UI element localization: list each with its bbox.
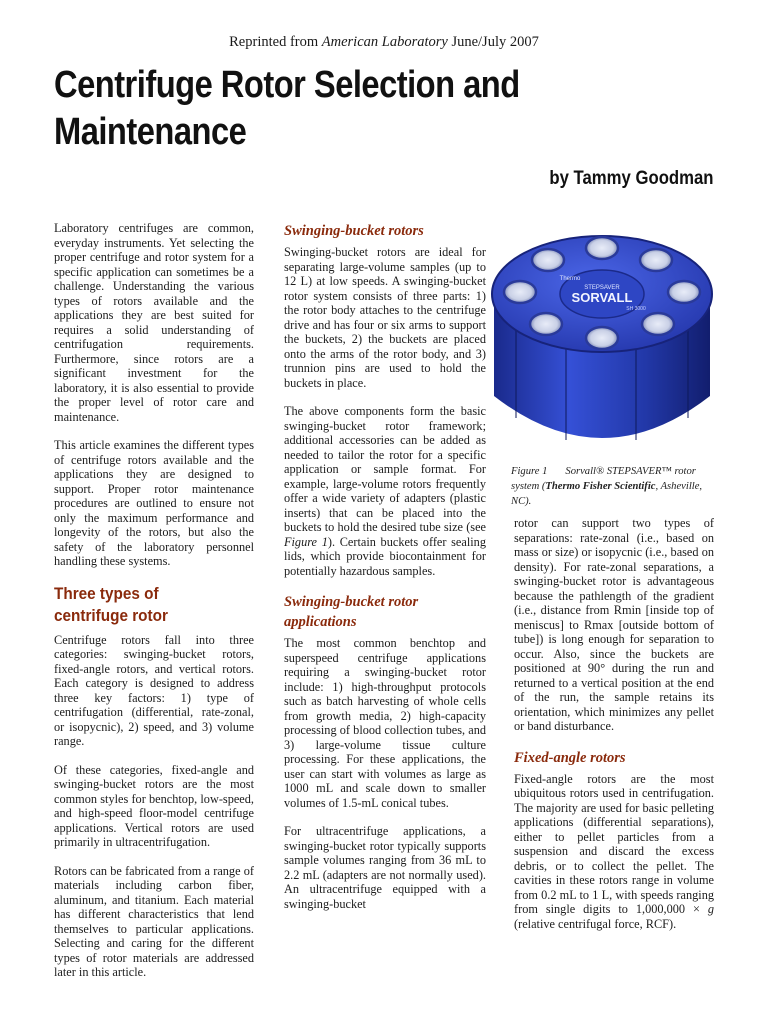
heading-line-1: Three types of bbox=[54, 583, 159, 603]
heading-line-1: Swinging-bucket rotor bbox=[284, 594, 419, 610]
article-title bbox=[54, 62, 639, 156]
types-paragraph-1: Centrifuge rotors fall into three categories: swinging-bucket rotors, fixed-angle rotors, and vertical rotors. Each category is designed to address three key factors: 1) type of centrifugation (differential, rate-zonal, or isopycnic), 2) speed, and 3) volume range. bbox=[54, 632, 254, 748]
section-heading-fixed-angle: Fixed-angle rotors bbox=[514, 749, 626, 766]
bucket-hole bbox=[532, 249, 564, 271]
figure-rotor-photo bbox=[486, 218, 718, 458]
caption-text-b: , Asheville, NC). bbox=[511, 481, 703, 507]
reprint-prefix: Reprinted from bbox=[229, 34, 319, 50]
title-line-2: Maintenance bbox=[54, 111, 247, 153]
column-3 bbox=[514, 516, 714, 945]
ultracentrifuge-paragraph: rotor can support two types of separations: rate-zonal (i.e., based on mass or size) or isopycnic (i.e., based on density). For rate-zonal separations, a swinging-bucket rotor is advantageous because the pathlength of the gradient (i.e., distance from Rmin [inside top of meniscus] to Rmax [outside bottom of tube]) is long enough for separation to occur. Also, since the buckets are positioned at 90° during the run and returned to a vertical position at the end of the run, the sample retains its orientation, which minimizes any pellet or band disturbance. bbox=[514, 516, 714, 733]
bucket-hole bbox=[642, 313, 674, 335]
caption-company: Thermo Fisher Scientific bbox=[545, 481, 656, 492]
bucket-hole bbox=[530, 313, 562, 335]
bucket-hole bbox=[504, 281, 536, 303]
types-paragraph-2: Of these categories, fixed-angle and swinging-bucket rotors are the most common styles for benchtop, low-speed, and high-speed floor-model centrifuge applications. Vertical rotors are used primarily in ultracentrifugation. bbox=[54, 762, 254, 849]
bucket-hole bbox=[640, 249, 672, 271]
section-heading-applications bbox=[284, 592, 486, 632]
caption-figure-label: Figure 1 bbox=[511, 466, 548, 477]
rotor-illustration bbox=[486, 218, 718, 458]
types-paragraph-3: Rotors can be fabricated from a range of materials including carbon fiber, aluminum, and titanium. Each material has different characteristics that lend themselves to particular applications. Selecting and caring for the different types of rotor materials are addressed later in this article. bbox=[54, 863, 254, 979]
heading-line-2: applications bbox=[284, 614, 357, 630]
bucket-hole bbox=[586, 237, 618, 259]
rotor-model-label: SH 3000 bbox=[626, 306, 646, 312]
byline: by Tammy Goodman bbox=[549, 168, 714, 189]
issue-date: June/July 2007 bbox=[451, 34, 539, 50]
column-2 bbox=[284, 221, 486, 925]
rotor-brand-label: SORVALL bbox=[571, 290, 633, 305]
figure-caption bbox=[511, 464, 721, 509]
heading-line-2: centrifuge rotor bbox=[54, 605, 168, 625]
figure-reference: Figure 1 bbox=[284, 534, 328, 549]
swinging-p2-text-b: ). Certain buckets offer sealing lids, which provide biocontainment for potentially hazardous samples. bbox=[284, 534, 486, 578]
applications-paragraph-1: The most common benchtop and superspeed centrifuge applications requiring a swinging-bucket rotor include: 1) high-throughput protocols such as batch harvesting of whole cells from growth media, 2) high-capacity processing of blood collection tubes, and 3) large-volume tissue culture processing. For these applications, the user can start with volumes as large as 1000 mL and scale down to smaller volumes of 1.5-mL conical tubes. bbox=[284, 636, 486, 810]
rotor-sub-label: STEPSAVER bbox=[584, 285, 620, 291]
publication-name: American Laboratory bbox=[321, 34, 448, 50]
applications-paragraph-2: For ultracentrifuge applications, a swinging-bucket rotor typically supports sample volumes ranging from 36 mL to 2.2 mL (adapters are not normally used). An ultracentrifuge equipped with a swinging-bucket bbox=[284, 824, 486, 911]
reprint-line bbox=[0, 34, 768, 51]
swinging-paragraph-2 bbox=[284, 404, 486, 578]
title-line-1: Centrifuge Rotor Selection and bbox=[54, 64, 520, 106]
swinging-p2-text-a: The above components form the basic swinging-bucket rotor framework; additional accessories can be added as needed to tailor the rotor for a specific application or sample format. For example, large-volume rotors frequently offer a wide variety of adapters (plastic inserts) that can be placed into the buckets to hold the desired tube size (see bbox=[284, 404, 486, 534]
section-heading-three-types bbox=[54, 583, 252, 627]
bucket-hole bbox=[668, 281, 700, 303]
fixed-angle-paragraph bbox=[514, 772, 714, 932]
intro-paragraph-2: This article examines the different types of centrifuge rotors available and the applications they are designed to support. Proper rotor maintenance procedures are outlined to ensure not only the maximum performance and longevity of the rotors, but also the safety of the laboratory personnel handling these systems. bbox=[54, 438, 254, 568]
rotor-maker-label: Thermo bbox=[559, 276, 581, 282]
caption-text-a: Sorvall® STEPSAVER™ rotor system ( bbox=[511, 466, 696, 492]
column-1 bbox=[54, 221, 254, 994]
section-heading-swinging-bucket: Swinging-bucket rotors bbox=[284, 223, 424, 239]
intro-paragraph-1: Laboratory centrifuges are common, everyday instruments. Yet selecting the proper centrifuge and rotor system for a specific application can sometimes be a challenge. Understanding the various types of rotors available and the applications they are best suited for requires a solid understanding of centrifugation requirements. Furthermore, since rotors are a significant investment for the laboratory, it is also essential to provide the proper level of rotor care and maintenance. bbox=[54, 221, 254, 424]
fixed-angle-text-b: (relative centrifugal force, RCF). bbox=[514, 916, 677, 931]
fixed-angle-text-a: Fixed-angle rotors are the most ubiquitous rotors used in centrifugation. The majority are used for basic pelleting applications (differential separations), either to pellet particles from a suspension and discard the excess debris, or to collect the pellet. The cavities in these rotors range in volume from 0.2 mL to 1 L, with speeds ranging from single digits to 1,000,000 × bbox=[514, 771, 714, 916]
bucket-hole bbox=[586, 327, 618, 349]
g-symbol: g bbox=[707, 902, 714, 916]
swinging-paragraph-1: Swinging-bucket rotors are ideal for separating large-volume samples (up to 12 L) at low speeds. A swinging-bucket rotor system consists of three parts: 1) the rotor body attaches to the centrifuge drive and has four or six arms to support the buckets, 2) the buckets are placed onto the arms of the rotor body, and 3) trunnion pins are used to hold the buckets in place. bbox=[284, 245, 486, 390]
